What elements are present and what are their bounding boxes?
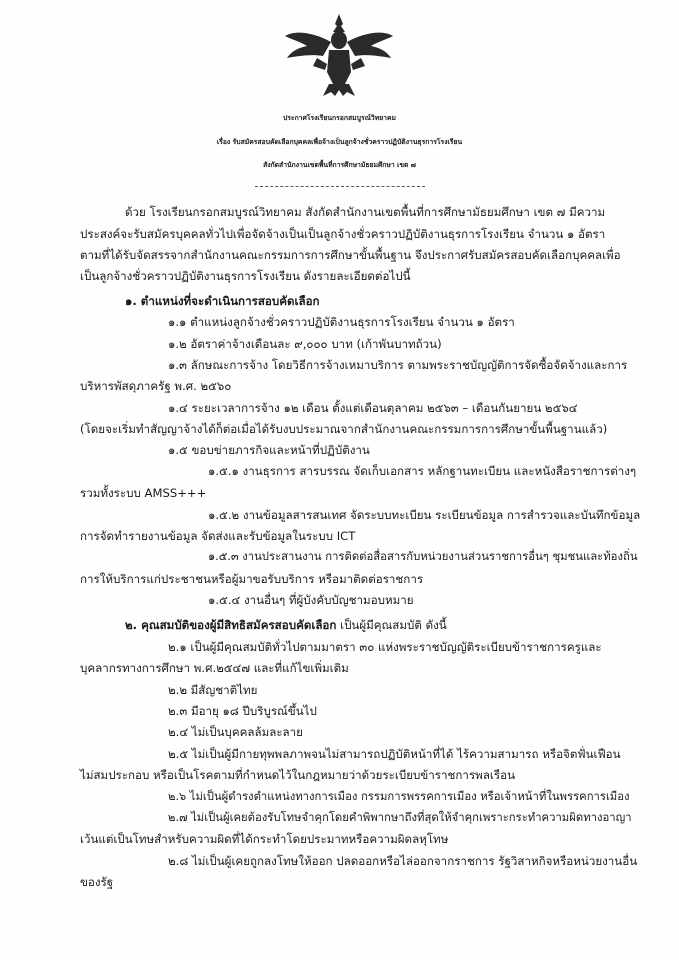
section-line: รวมทั้งระบบ AMSS+++ <box>80 486 207 500</box>
garuda-emblem-icon <box>283 12 395 98</box>
section-line: ๒.๓ มีอายุ ๑๘ ปีบริบูรณ์ขึ้นไป <box>168 704 317 718</box>
announcement-office: สังกัดสำนักงานเขตพื้นที่การศึกษามัธยมศึกษา เขต ๗ <box>263 161 416 169</box>
section-line: ๑.๕.๒ งานข้อมูลสารสนเทศ จัดระบบทะเบียน ระเบียนข้อมูล การสำรวจและบันทึกข้อมูล <box>208 508 641 522</box>
section-heading-rest: เป็นผู้มีคุณสมบัติ ดังนี้ <box>336 618 447 632</box>
section-line: ๑.๕.๑ งานธุรการ สารบรรณ จัดเก็บเอกสาร หลักฐานทะเบียน และหนังสือราชการต่างๆ <box>208 464 637 478</box>
section-line: ของรัฐ <box>80 875 114 889</box>
section-line: ๒.๗ ไม่เป็นผู้เคยต้องรับโทษจำคุกโดยคำพิพากษาถึงที่สุดให้จำคุกเพราะกระทำความผิดทางอาญา <box>168 811 632 824</box>
section-line: การให้บริการแก่ประชาชนหรือผู้มาขอรับบริการ หรือมาติดต่อราชการ <box>80 572 424 586</box>
section-line: บุคลากรทางการศึกษา พ.ศ.๒๕๔๗ และที่แก้ไขเพิ่มเติม <box>80 661 349 675</box>
section-line: ๒.๘ ไม่เป็นผู้เคยถูกลงโทษให้ออก ปลดออกหรือไล่ออกจากราชการ รัฐวิสาหกิจหรือหน่วยงานอื่น <box>168 854 638 868</box>
intro-line: เป็นลูกจ้างชั่วคราวปฏิบัติงานธุรการโรงเรียน ดังรายละเอียดต่อไปนี้ <box>80 269 411 283</box>
section-line: ๒.๖ ไม่เป็นผู้ดำรงตำแหน่งทางการเมือง กรรมการพรรคการเมือง หรือเจ้าหน้าที่ในพรรคการเมือง <box>168 790 630 803</box>
section-line: ๑.๕ ขอบข่ายภารกิจและหน้าที่ปฏิบัติงาน <box>168 443 370 457</box>
section-line: การจัดทำรายงานข้อมูล จัดส่งและรับข้อมูลในระบบ ICT <box>80 529 356 543</box>
section-heading-bold: ๒. คุณสมบัติของผู้มีสิทธิสมัครสอบคัดเลือก <box>125 618 337 632</box>
section-line: ๑.๑ ตำแหน่งลูกจ้างชั่วคราวปฏิบัติงานธุรการโรงเรียน จำนวน ๑ อัตรา <box>168 315 515 329</box>
section-line: ไม่สมประกอบ หรือเป็นโรคตามที่กำหนดไว้ในกฎหมายว่าด้วยระเบียบข้าราชการพลเรือน <box>80 768 515 782</box>
section-line: ๑.๔ ระยะเวลาการจ้าง ๑๒ เดือน ตั้งแต่เดือนตุลาคม ๒๕๖๓ – เดือนกันยายน ๒๕๖๔ <box>168 401 578 415</box>
section-line: ๑.๕.๓ งานประสานงาน การติดต่อสื่อสารกับหน่วยงานส่วนราชการอื่นๆ ชุมชนและท้องถิ่น <box>208 550 638 563</box>
section-line: เว้นแต่เป็นโทษสำหรับความผิดที่ได้กระทำโดยประมาทหรือความผิดลหุโทษ <box>80 832 449 846</box>
intro-line: ประสงค์จะรับสมัครบุคคลทั่วไปเพื่อจัดจ้างเป็นเป็นลูกจ้างชั่วคราวปฏิบัติงานธุรการโรงเรียน จำนวน ๑ อัตรา <box>80 227 606 241</box>
intro-line: ด้วย โรงเรียนกรอกสมบูรณ์วิทยาคม สังกัดสำนักงานเขตพื้นที่การศึกษามัธยมศึกษา เขต ๗ มีความ <box>125 205 606 219</box>
section-line: ๒.๔ ไม่เป็นบุคคลล้มละลาย <box>168 725 303 739</box>
announcement-subject: เรื่อง รับสมัครสอบคัดเลือกบุคคลเพื่อจ้างเป็นลูกจ้างชั่วคราวปฏิบัติงานธุรการโรงเรียน <box>216 138 463 146</box>
section-heading: ๑. ตำแหน่งที่จะดำเนินการสอบคัดเลือก <box>125 294 320 308</box>
section-line: ๑.๒ อัตราค่าจ้างเดือนละ ๙,๐๐๐ บาท (เก้าพันบาทถ้วน) <box>168 337 442 351</box>
section-line: ๒.๑ เป็นผู้มีคุณสมบัติทั่วไปตามมาตรา ๓๐ แห่งพระราชบัญญัติระเบียบข้าราชการครูและ <box>168 640 602 654</box>
section-line: (โดยจะเริ่มทำสัญญาจ้างได้ก็ต่อเมื่อได้รับงบประมาณจากสำนักงานคณะกรรมการการศึกษาขั้นพื้นฐานแล้ว) <box>80 422 608 436</box>
intro-line: ตามที่ได้รับจัดสรรจากสำนักงานคณะกรรมการการศึกษาขั้นพื้นฐาน จึงประกาศรับสมัครสอบคัดเลือกบุคคลเพื่อ <box>80 248 621 262</box>
section-line: ๒.๕ ไม่เป็นผู้มีกายทุพพลภาพจนไม่สามารถปฏิบัติหน้าที่ได้ ไร้ความสามารถ หรือจิตฟั่นเฟือน <box>168 747 621 761</box>
section-heading <box>125 617 447 633</box>
announcement-title: ประกาศโรงเรียนกรอกสมบูรณ์วิทยาคม <box>282 114 397 122</box>
section-line: ๒.๒ มีสัญชาติไทย <box>168 683 258 697</box>
section-line: ๑.๓ ลักษณะการจ้าง โดยวิธีการจ้างเหมาบริการ ตามพระราชบัญญัติการจัดซื้อจัดจ้างและการ <box>168 358 628 372</box>
section-line: ๑.๕.๔ งานอื่นๆ ที่ผู้บังคับบัญชามอบหมาย <box>208 593 414 607</box>
header-divider <box>255 186 425 187</box>
section-line: บริหารพัสดุภาครัฐ พ.ศ. ๒๕๖๐ <box>80 379 232 393</box>
